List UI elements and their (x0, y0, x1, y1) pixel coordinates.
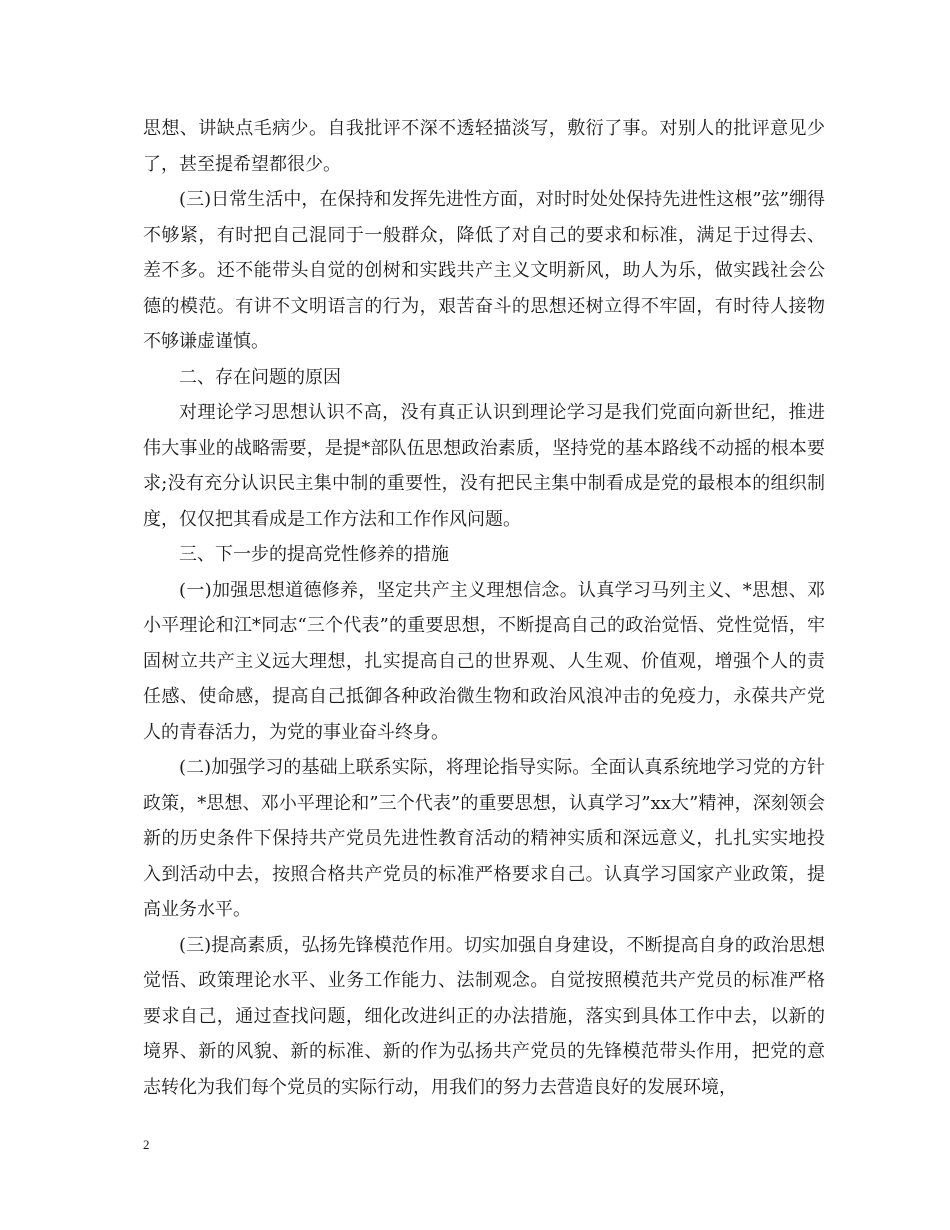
page-number: 2 (143, 1137, 150, 1152)
paragraph: (一)加强思想道德修养，坚定共产主义理想信念。认真学习马列主义、*思想、邓小平理论和江*同志“三个代表”的重要思想，不断提高自己的政治觉悟、党性觉悟，牢固树立共产主义远大理想，扎实提高自己的世界观、人生观、价值观，增强个人的责任感、使命感，提高自己抵御各种政治微生物和政治风浪冲击的免疫力，永葆共产党人的青春活力，为党的事业奋斗终身。 (143, 579, 825, 743)
paragraph: (三)日常生活中，在保持和发挥先进性方面，对时时处处保持先进性这根”弦”绷得不够紧，有时把自己混同于一般群众，降低了对自己的要求和标准，满足于过得去、差不多。还不能带头自觉的创树和实践共产主义文明新风，助人为乐，做实践社会公德的模范。有讲不文明语言的行为，艰苦奋斗的思想还树立得不牢固，有时待人接物不够谦虚谨慎。 (143, 189, 825, 352)
paragraph: (二)加强学习的基础上联系实际，将理论指导实际。全面认真系统地学习党的方针政策，*思想、邓小平理论和”三个代表”的重要思想，认真学习”xx大”精神，深刻领会新的历史条件下保持共产党员先进性教育活动的精神实质和深远意义，扎扎实实地投入到活动中去，按照合格共产党员的标准严格要求自己。认真学习国家产业政策，提高业务水平。 (143, 757, 825, 920)
paragraph: (三)提高素质，弘扬先锋模范作用。切实加强自身建设，不断提高自身的政治思想觉悟、政策理论水平、业务工作能力、法制观念。自觉按照模范共产党员的标准严格要求自己，通过查找问题，细化改进纠正的办法措施，落实到具体工作中去，以新的境界、新的风貌、新的标准、新的作为弘扬共产党员的先锋模范带头作用，把党的意志转化为我们每个党员的实际行动，用我们的努力去营造良好的发展环境， (143, 934, 825, 1098)
paragraph: 思想、讲缺点毛病少。自我批评不深不透轻描淡写，敷衍了事。对别人的批评意见少了，甚至提希望都很少。 (143, 118, 825, 175)
paragraph: 对理论学习思想认识不高，没有真正认识到理论学习是我们党面向新世纪，推进伟大事业的战略需要，是提*部队伍思想政治素质，坚持党的基本路线不动摇的根本要求;没有充分认识民主集中制的重要性，没有把民主集中制看成是党的最根本的组织制度，仅仅把其看成是工作方法和工作作风问题。 (143, 402, 825, 530)
section-heading: 二、存在问题的原因 (179, 366, 341, 388)
document-body (143, 111, 825, 1105)
section-heading: 三、下一步的提高党性修养的措施 (179, 544, 449, 565)
